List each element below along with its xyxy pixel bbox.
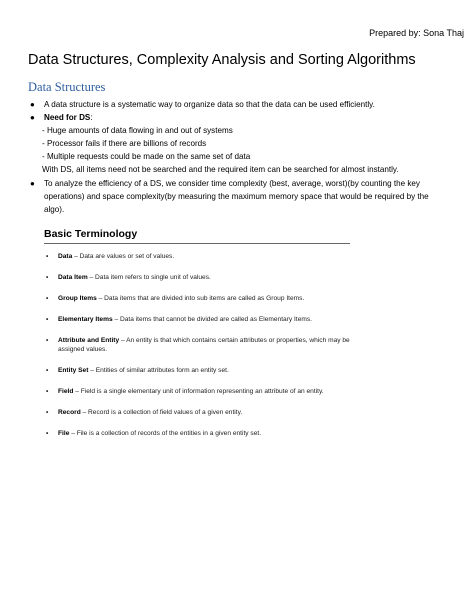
document-title: Data Structures, Complexity Analysis and Sorting Algorithms [28, 52, 416, 68]
term-desc: – Field is a single elementary unit of information representing an attribute of an entity. [73, 388, 324, 395]
bullet-icon: • [46, 388, 49, 395]
bullet-icon: • [46, 253, 49, 260]
term-item [44, 273, 350, 282]
bullet-item [28, 177, 448, 216]
terminology-heading: Basic Terminology [44, 228, 350, 244]
bullet-icon: • [46, 367, 49, 374]
term-name: Data Item [58, 274, 88, 281]
terminology-list [44, 252, 350, 438]
term-desc: – Record is a collection of field values of a given entity. [80, 409, 243, 416]
term-item [44, 315, 350, 324]
bullet-item [28, 111, 448, 124]
term-item [44, 336, 350, 354]
term-name: Entity Set [58, 367, 89, 374]
term-desc: – Data items that cannot be divided are called as Elementary Items. [112, 316, 312, 323]
term-item [44, 366, 350, 375]
bullet-icon: • [46, 295, 49, 302]
term-desc: – Data item refers to single unit of values. [87, 274, 211, 281]
term-desc: – An entity is that which contains certain attributes or properties, which may be assigned values. [58, 337, 350, 353]
term-desc: – Entities of similar attributes form an entity set. [88, 367, 229, 374]
term-item [44, 252, 350, 261]
bullet-item [28, 98, 448, 111]
term-item [44, 294, 350, 303]
bullet-icon: ● [30, 113, 35, 123]
term-name: Attribute and Entity [58, 337, 120, 344]
term-name: Record [58, 409, 81, 416]
need-line: - Multiple requests could be made on the same set of data [42, 152, 251, 162]
section-heading: Data Structures [28, 80, 106, 94]
term-name: Field [58, 388, 74, 395]
terminology-figure [44, 228, 350, 450]
bullet-icon: • [46, 316, 49, 323]
bullet-icon: • [46, 430, 49, 437]
term-item [44, 408, 350, 417]
term-desc: – Data items that are divided into sub items are called as Group Items. [96, 295, 305, 302]
term-item [44, 429, 350, 438]
term-name: File [58, 430, 70, 437]
term-desc: – File is a collection of records of the entities in a given entity set. [69, 430, 262, 437]
bullet-icon: ● [30, 100, 35, 109]
term-item [44, 387, 350, 396]
bullet-text: A data structure is a systematic way to organize data so that the data can be used efficiently. [44, 100, 375, 109]
term-name: Data [58, 253, 73, 260]
prepared-by: Prepared by: Sona Thaj [369, 28, 464, 38]
need-line: With DS, all items need not be searched and the required item can be searched for almost instantly. [42, 165, 399, 175]
term-desc: – Data are values or set of values. [72, 253, 175, 260]
need-line: - Huge amounts of data flowing in and out of systems [42, 126, 233, 136]
term-name: Elementary Items [58, 316, 113, 323]
bullet-icon: • [46, 337, 49, 344]
bullet-icon: • [46, 409, 49, 416]
term-name: Group Items [58, 295, 97, 302]
bullet-text: To analyze the efficiency of a DS, we consider time complexity (best, average, worst)(by counting the key operations) and space complexity(by measuring the maximum memory space that would be required by the algo). [44, 178, 429, 214]
need-for-ds-colon: : [90, 113, 93, 123]
need-for-ds-title: Need for DS [44, 113, 91, 123]
need-line: - Processor fails if there are billions of records [42, 139, 207, 149]
bullet-list [28, 98, 448, 216]
bullet-icon: • [46, 274, 49, 281]
bullet-icon: ● [30, 178, 35, 188]
